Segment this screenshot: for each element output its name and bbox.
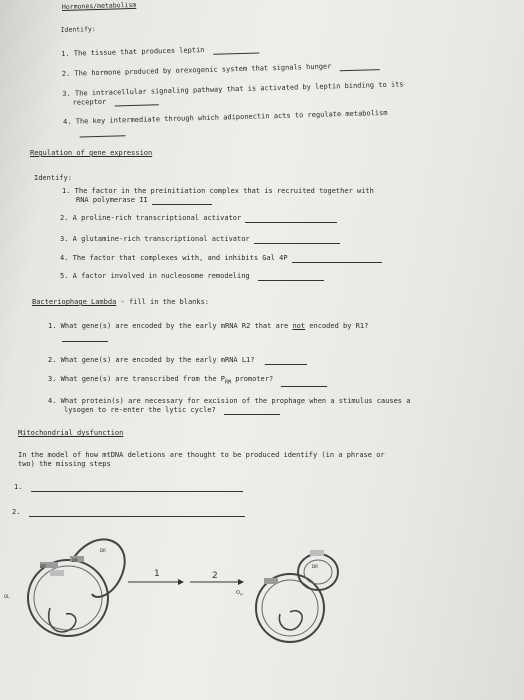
item-1: [14, 483, 243, 492]
question-3-continued: [72, 96, 158, 107]
section-heading: Regulation of gene expression: [30, 149, 153, 157]
question-4: [60, 254, 382, 263]
question-2: [48, 356, 307, 365]
question-3: 3. The intracellular signaling pathway that is activated by leptin binding to its: [62, 80, 404, 98]
answer-blank[interactable]: [213, 44, 259, 54]
question-5: [60, 272, 324, 281]
answer-blank[interactable]: [152, 196, 212, 205]
mtdna-right: [256, 550, 338, 642]
answer-blank[interactable]: [80, 135, 126, 137]
section-heading: Hormones/metabolism: [61, 0, 137, 11]
question-text: lysogen to re-enter the lytic cycle?: [64, 406, 216, 414]
item-number: 2.: [12, 508, 21, 516]
dr-label: DR: [312, 564, 318, 569]
question-1: 1. The factor in the preinitiation complex that is recruited together with: [62, 187, 374, 195]
promoter-subscript: RM: [225, 379, 232, 386]
direct-repeat-box: [310, 550, 324, 556]
question-1: [61, 44, 259, 59]
answer-blank[interactable]: [292, 254, 382, 263]
dr-label: DR: [72, 558, 78, 563]
heading-suffix: - fill in the blanks:: [116, 298, 210, 306]
answer-blank[interactable]: [31, 483, 243, 492]
question-text: 2. A proline-rich transcriptional activator: [60, 214, 242, 222]
step-2-label: 2: [212, 571, 218, 581]
prompt-line-1: In the model of how mtDNA deletions are thought to be produced identify (in a phrase or: [18, 451, 385, 459]
section-hormones-metabolism: [0, 0, 524, 142]
question-text: 3. What gene(s) are transcribed from the P: [48, 375, 226, 383]
inner-strand: [49, 608, 76, 632]
question-text: 2. What gene(s) are encoded by the early mRNA L1?: [48, 356, 255, 364]
ol-label: OL: [4, 594, 10, 599]
section-heading: [32, 298, 209, 307]
direct-repeat-box: [50, 570, 64, 576]
answer-blank[interactable]: [281, 378, 327, 387]
question-2: [62, 61, 380, 79]
prompt-line-2: two) the missing steps: [18, 460, 111, 468]
question-text: 1. The tissue that produces leptin: [61, 45, 205, 58]
question-text: RNA polymerase II: [76, 196, 148, 204]
answer-blank[interactable]: [265, 356, 307, 365]
answer-blank[interactable]: [29, 508, 245, 517]
answer-blank[interactable]: [224, 406, 280, 415]
dr-label: DR: [100, 548, 106, 553]
mtdna-deletion-diagram: [0, 528, 524, 658]
question-text: 3. A glutamine-rich transcriptional activator: [60, 235, 250, 243]
answer-blank[interactable]: [340, 61, 380, 71]
step-1-label: 1: [154, 569, 160, 579]
question-text-end: encoded by R1?: [305, 322, 369, 330]
emphasis-not: not: [292, 322, 306, 330]
step-arrows: [128, 569, 244, 597]
item-number: 1.: [14, 483, 23, 491]
direct-repeat-box: [264, 578, 278, 584]
mtdna-left: [4, 539, 125, 636]
section-heading: Mitochondrial dysfunction: [18, 429, 124, 437]
question-2: [60, 214, 337, 223]
dr-label: DR: [40, 564, 46, 569]
answer-blank[interactable]: [254, 235, 340, 244]
oh-label: $O_H$: [236, 590, 243, 597]
answer-blank[interactable]: [62, 341, 108, 342]
question-text-end: promoter?: [231, 375, 274, 383]
question-text: 1. What gene(s) are encoded by the early mRNA R2 that are: [48, 322, 293, 330]
answer-blank[interactable]: [245, 214, 337, 223]
answer-blank[interactable]: [114, 96, 158, 106]
question-3: [48, 375, 327, 387]
identify-label: Identify:: [34, 174, 72, 182]
question-4: 4. What protein(s) are necessary for excision of the prophage when a stimulus causes a: [48, 397, 411, 405]
question-text: 4. The factor that complexes with, and inhibits Gal 4P: [60, 254, 288, 262]
question-1: [48, 322, 368, 331]
question-text: 2. The hormone produced by orexogenic system that signals hunger: [61, 62, 332, 78]
item-2: [12, 508, 245, 517]
heading-title: Bacteriophage Lambda: [32, 298, 117, 306]
answer-blank[interactable]: [258, 272, 324, 281]
question-4-continued: [64, 406, 280, 415]
question-text: 5. A factor involved in nucleosome remodeling: [60, 272, 250, 280]
question-text: receptor: [72, 97, 107, 107]
question-4: 4. The key intermediate through which adiponectin acts to regulate metabolism: [63, 108, 388, 126]
question-1-continued: [76, 196, 212, 205]
question-3: [60, 235, 340, 244]
identify-label: Identify:: [60, 25, 96, 34]
